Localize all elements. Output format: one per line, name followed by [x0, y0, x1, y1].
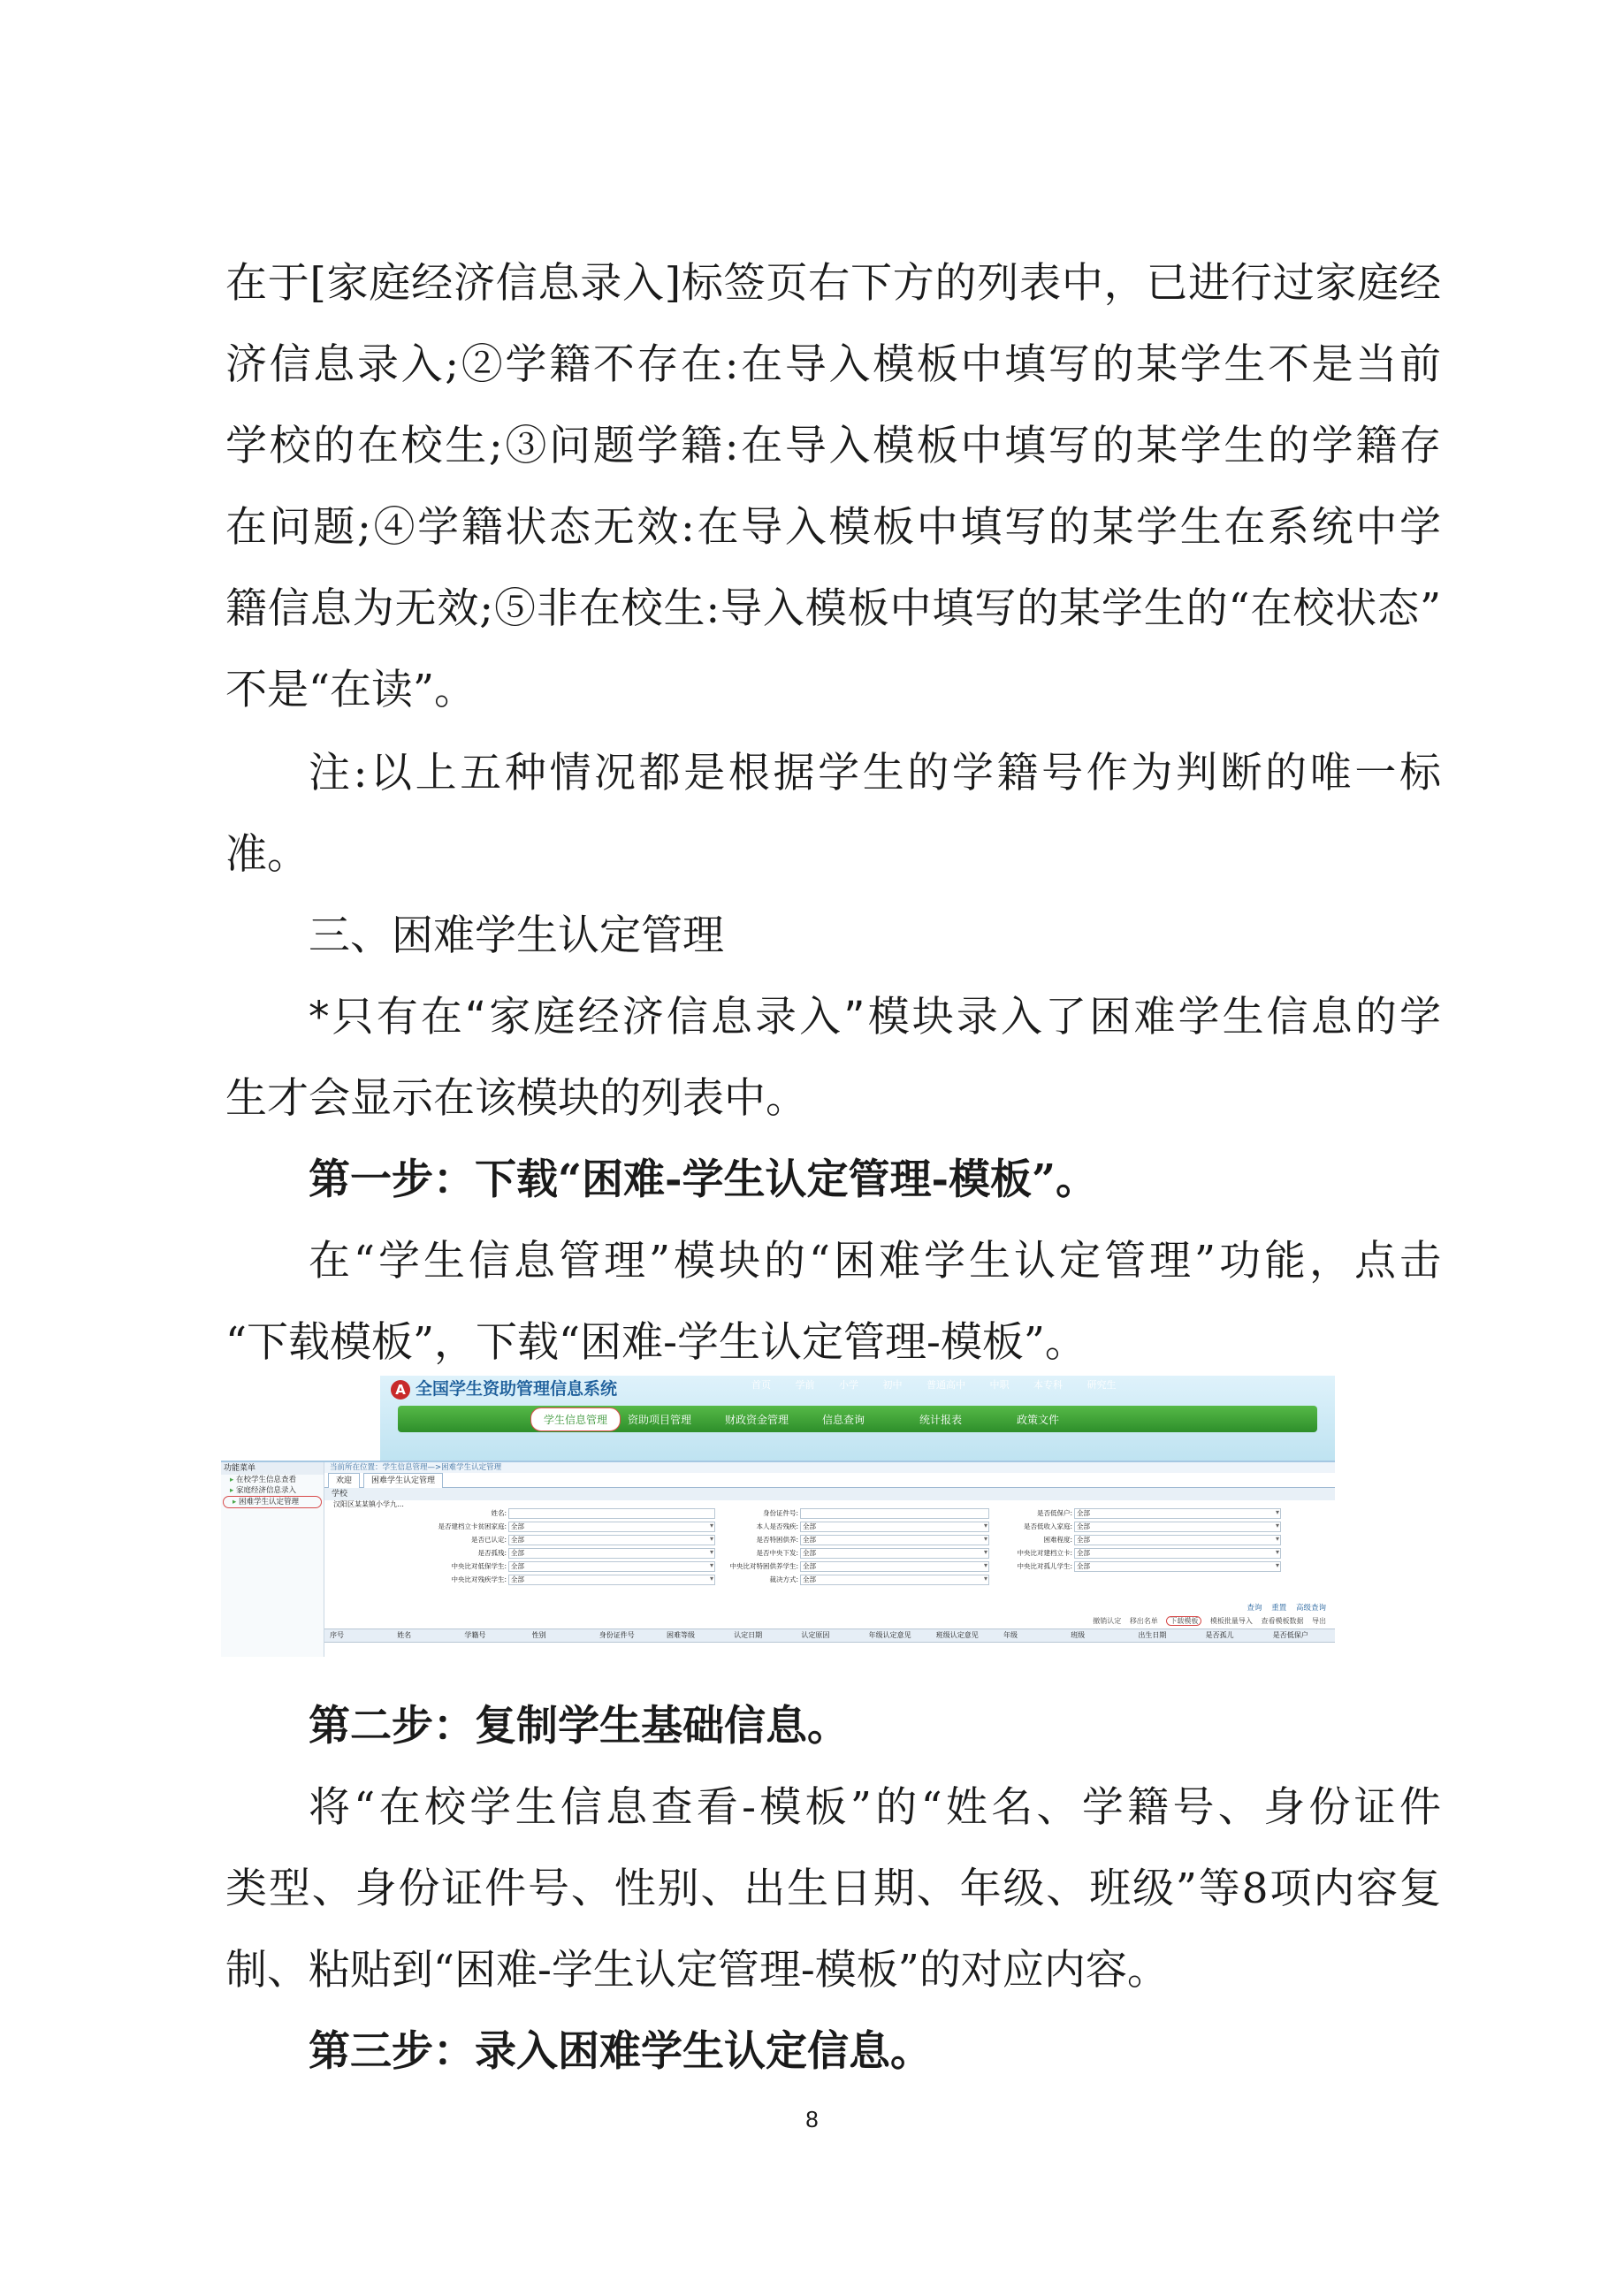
step1-paragraph — [225, 1221, 1441, 1384]
step1-title: 第一步：下载“困难-学生认定管理-模板”。 — [309, 1156, 1098, 1204]
form-select[interactable]: 全部 ▾ — [508, 1575, 715, 1585]
menu-item-family-economy[interactable]: ▸ 家庭经济信息录入 — [221, 1485, 324, 1496]
form-select[interactable]: 全部 ▾ — [1074, 1508, 1281, 1519]
top-link[interactable]: 研究生 — [1086, 1379, 1117, 1391]
top-link[interactable]: 学前 — [795, 1379, 815, 1391]
form-row — [427, 1535, 1329, 1545]
form-select[interactable]: 全部 ▾ — [508, 1561, 715, 1572]
column-header[interactable]: 学籍号 — [464, 1631, 486, 1639]
column-header[interactable]: 身份证件号 — [599, 1631, 635, 1639]
text-line: 将“在校学生信息查看-模板”的“姓名、学籍号、身份证件 — [309, 1783, 1441, 1832]
location-bar: 当前所在位置：学生信息管理—>困难学生认定管理 — [324, 1462, 1335, 1473]
app-body — [221, 1461, 1335, 1657]
text-line: 济信息录入;②学籍不存在:在导入模板中填写的某学生不是当前 — [225, 340, 1441, 389]
section-heading: 三、困难学生认定管理 — [309, 912, 724, 960]
top-link[interactable]: 初中 — [882, 1379, 903, 1391]
advanced-query-button[interactable]: 高级查询 — [1295, 1604, 1326, 1613]
form-select[interactable]: 全部 ▾ — [800, 1535, 989, 1545]
text-line: 籍信息为无效;⑤非在校生:导入模板中填写的某学生的“在校状态” — [225, 584, 1441, 633]
top-link[interactable]: 本专科 — [1033, 1379, 1063, 1391]
column-header[interactable]: 认定日期 — [734, 1631, 763, 1639]
step3-title: 第三步：录入困难学生认定信息。 — [309, 2027, 932, 2076]
form-label: 中央比对孤儿学生: — [1017, 1562, 1072, 1570]
system-logo — [391, 1376, 618, 1399]
column-header[interactable]: 认定原因 — [801, 1631, 830, 1639]
form-label: 是否特困供养: — [756, 1536, 798, 1544]
table-header — [324, 1629, 1335, 1643]
view-template-data-button[interactable]: 查看模板数据 — [1261, 1617, 1304, 1625]
form-select[interactable]: 全部 ▾ — [508, 1522, 715, 1532]
form-select[interactable]: 全部 ▾ — [800, 1522, 989, 1532]
form-row — [427, 1508, 1329, 1519]
column-header[interactable]: 班级 — [1071, 1631, 1086, 1639]
form-row — [427, 1522, 1329, 1532]
form-label: 是否低保户: — [1036, 1509, 1072, 1517]
nav-policy[interactable]: 政策文件 — [1017, 1414, 1060, 1426]
export-button[interactable]: 导出 — [1312, 1617, 1326, 1625]
column-header[interactable]: 出生日期 — [1138, 1631, 1167, 1639]
logo-icon: A — [391, 1380, 410, 1400]
logo-text: 全国学生资助管理信息系统 — [416, 1379, 618, 1399]
note-paragraph — [225, 733, 1441, 896]
form-label: 是否孤残: — [477, 1549, 507, 1557]
text-line: *只有在“家庭经济信息录入”模块录入了困难学生信息的学 — [309, 993, 1441, 1041]
query-buttons — [1240, 1602, 1326, 1613]
text-line: “下载模板”，下载“困难-学生认定管理-模板”。 — [225, 1318, 1086, 1367]
download-template-button[interactable]: 下载模板 — [1166, 1616, 1201, 1626]
form-select[interactable]: 全部 ▾ — [1074, 1535, 1281, 1545]
form-label: 裁决方式: — [769, 1575, 798, 1583]
remove-button[interactable]: 移出名单 — [1129, 1617, 1158, 1625]
text-line: 学校的在校生;③问题学籍:在导入模板中填写的某学生的学籍存 — [225, 422, 1441, 470]
form-label: 身份证件号: — [762, 1509, 798, 1517]
text-line: 不是“在读”。 — [225, 666, 477, 714]
top-links — [751, 1377, 1138, 1392]
column-header[interactable]: 年级 — [1003, 1631, 1018, 1639]
reset-button[interactable]: 重置 — [1271, 1604, 1287, 1613]
form-row — [427, 1548, 1329, 1559]
form-input[interactable] — [508, 1508, 715, 1519]
form-select[interactable]: 全部 ▾ — [1074, 1561, 1281, 1572]
school-bar: 学校 — [324, 1488, 1335, 1500]
content-panel — [324, 1462, 1335, 1657]
nav-projects[interactable]: 资助项目管理 — [628, 1414, 692, 1426]
nav-funds[interactable]: 财政资金管理 — [725, 1414, 789, 1426]
tree-item[interactable]: 汉阳区某某镇小学九… — [333, 1500, 404, 1508]
form-input[interactable] — [800, 1508, 989, 1519]
column-header[interactable]: 是否孤儿 — [1205, 1631, 1234, 1639]
form-row — [427, 1575, 1329, 1585]
form-label: 困难程度: — [1043, 1536, 1072, 1544]
paragraph-body — [225, 243, 1441, 731]
step2-paragraph — [225, 1767, 1441, 2011]
form-row — [427, 1561, 1329, 1572]
top-link[interactable]: 小学 — [839, 1379, 858, 1391]
table-row[interactable] — [324, 1644, 1335, 1653]
form-select[interactable]: 全部 ▾ — [508, 1535, 715, 1545]
tab-bar — [324, 1473, 1335, 1488]
batch-import-button[interactable]: 模板批量导入 — [1209, 1617, 1253, 1625]
grid-toolbar — [1086, 1616, 1326, 1626]
column-header[interactable]: 姓名 — [397, 1631, 412, 1639]
top-link[interactable]: 首页 — [751, 1379, 771, 1391]
text-line: 在“学生信息管理”模块的“困难学生认定管理”功能，点击 — [309, 1237, 1441, 1285]
column-header[interactable]: 年级认定意见 — [868, 1631, 911, 1639]
nav-student-info[interactable]: 学生信息管理 — [530, 1407, 621, 1431]
top-link[interactable]: 普通高中 — [926, 1379, 965, 1391]
form-select[interactable]: 全部 ▾ — [508, 1548, 715, 1559]
form-label: 本人是否残疾: — [756, 1522, 798, 1530]
system-banner — [380, 1376, 1335, 1461]
menu-title: 功能菜单 — [221, 1462, 324, 1475]
text-line: 生才会显示在该模块的列表中。 — [225, 1074, 807, 1123]
text-line: 注:以上五种情况都是根据学生的学籍号作为判断的唯一标 — [309, 749, 1441, 797]
menu-item-student-view[interactable]: ▸ 在校学生信息查看 — [221, 1475, 324, 1485]
menu-item-difficulty[interactable]: ▸ 困难学生认定管理 — [223, 1496, 322, 1508]
form-select[interactable]: 全部 ▾ — [800, 1548, 989, 1559]
form-label: 中央比对特困供养学生: — [729, 1562, 798, 1570]
form-label: 中央比对低保学生: — [451, 1562, 507, 1570]
school-tree[interactable] — [324, 1499, 422, 1509]
form-label: 是否已认定: — [470, 1536, 507, 1544]
text-line: 在于[家庭经济信息录入]标签页右下方的列表中，已进行过家庭经 — [225, 259, 1441, 308]
nav-query[interactable]: 信息查询 — [822, 1414, 865, 1426]
form-label: 姓名: — [491, 1509, 507, 1517]
column-header[interactable]: 困难等级 — [667, 1631, 695, 1639]
form-select[interactable]: 全部 ▾ — [1074, 1522, 1281, 1532]
text-line: 制、粘贴到“困难-学生认定管理-模板”的对应内容。 — [225, 1946, 1169, 1995]
nav-reports[interactable]: 统计报表 — [919, 1414, 963, 1426]
text-line: 准。 — [225, 830, 309, 879]
text-line: 在问题;④学籍状态无效:在导入模板中填写的某学生在系统中学 — [225, 503, 1441, 552]
column-header[interactable]: 班级认定意见 — [935, 1631, 979, 1639]
page-number: 8 — [805, 2106, 819, 2132]
form-select[interactable]: 全部 ▾ — [1074, 1548, 1281, 1559]
embedded-screenshot — [221, 1376, 1335, 1657]
column-header[interactable]: 序号 — [330, 1631, 344, 1639]
revoke-button[interactable]: 撤销认定 — [1093, 1617, 1122, 1625]
tab-welcome[interactable]: 欢迎 — [328, 1473, 360, 1488]
column-header[interactable]: 性别 — [531, 1631, 546, 1639]
step2-title: 第二步：复制学生基础信息。 — [309, 1702, 849, 1751]
form-select[interactable]: 全部 ▾ — [800, 1575, 989, 1585]
search-form — [427, 1508, 1329, 1597]
form-label: 中央比对建档立卡: — [1017, 1549, 1072, 1557]
text-line: 类型、身份证件号、性别、出生日期、年级、班级”等8项内容复 — [225, 1865, 1441, 1913]
query-button[interactable]: 查询 — [1247, 1604, 1262, 1613]
form-label: 是否低收入家庭: — [1023, 1522, 1072, 1530]
function-menu — [221, 1462, 324, 1657]
form-select[interactable]: 全部 ▾ — [800, 1561, 989, 1572]
main-nav — [398, 1406, 1317, 1432]
column-header[interactable]: 是否低保户 — [1272, 1631, 1308, 1639]
top-link[interactable]: 中职 — [989, 1379, 1010, 1391]
notice-paragraph — [225, 977, 1441, 1140]
form-label: 是否建档立卡贫困家庭: — [438, 1522, 507, 1530]
tab-difficulty[interactable]: 困难学生认定管理 — [363, 1473, 443, 1488]
form-label: 是否中央下发: — [756, 1549, 798, 1557]
form-label: 中央比对残疾学生: — [451, 1575, 507, 1583]
